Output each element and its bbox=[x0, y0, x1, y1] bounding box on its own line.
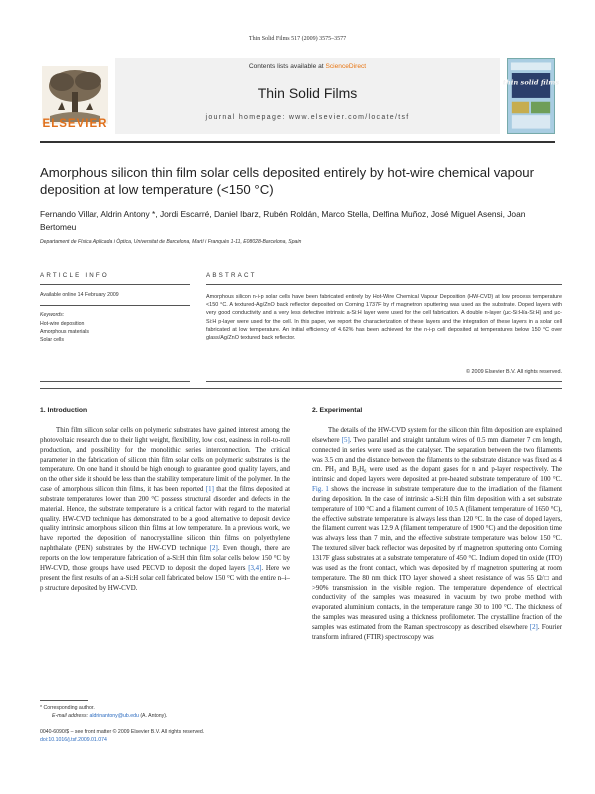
corresponding-author-note: * Corresponding author. bbox=[40, 705, 95, 711]
contents-available-line bbox=[115, 63, 500, 70]
section-heading-introduction: 1. Introduction bbox=[40, 407, 88, 414]
author-affiliation: Departament de Física Aplicada i Òptica, Universitat de Barcelona, Martí i Franquès 1-11, E08028-Barcelona, Spain bbox=[40, 239, 302, 245]
body-text-run: The details of the HW-CVD system for the silicon thin film deposition are explained elsewhere bbox=[312, 427, 562, 444]
divider bbox=[206, 381, 562, 382]
figure-link[interactable]: Fig. 1 bbox=[312, 486, 329, 494]
issn-line: 0040-6090/$ – see front matter © 2009 Elsevier B.V. All rights reserved. bbox=[40, 729, 205, 735]
body-text-run: . Fourier transform infrared (FTIR) spectroscopy was bbox=[312, 623, 562, 641]
journal-citation-line: Thin Solid Films 517 (2009) 3575–3577 bbox=[248, 36, 347, 42]
publisher-logo-text: ELSEVIER bbox=[42, 118, 108, 130]
keyword-item: Solar cells bbox=[40, 337, 64, 343]
body-text-run: . Here we present the first results of an a-Si:H solar cell fabricated below 150 °C with the entire n–i–p structure deposited by HW-CVD. bbox=[40, 564, 290, 592]
divider bbox=[40, 305, 190, 306]
author-list: Fernando Villar, Aldrin Antony *, Jordi Escarré, Daniel Ibarz, Rubén Roldán, Marco Stella, Delfina Muñoz, José Miguel Asensi, Joan Bertomeu bbox=[40, 209, 526, 232]
header-divider bbox=[40, 141, 555, 143]
body-text-run: . Two parallel and straight tantalum wires of 0.5 mm diameter 7 cm length, connected in series were used as the catalyser. The separation between the two filaments was 3.5 cm and the distance between the filaments to the substrate distance was fixed as 4 cm. PH₃ and B₂H₆ were used as the dopant gases for n and p-layer respectively. The intrinsic and doped layers were deposited at pre-heated substrate temperature of 100 °C. bbox=[312, 436, 562, 484]
keyword-item: Hot-wire deposition bbox=[40, 321, 85, 327]
front-matter-divider bbox=[40, 388, 562, 389]
body-text-run: . Even though, there are reports on the low temperature fabrication of a-Si:H thin film solar cells below 150 °C by HW-CVD, those groups have used PECVD to deposit the doped layers bbox=[40, 545, 290, 572]
email-label: E-mail address: bbox=[52, 713, 90, 719]
divider bbox=[206, 284, 562, 285]
author-email-link[interactable]: aldrinantony@ub.edu bbox=[89, 713, 139, 719]
divider bbox=[40, 284, 190, 285]
citation-link[interactable]: [3,4] bbox=[248, 564, 262, 572]
doi-link[interactable]: doi:10.1016/j.tsf.2009.01.074 bbox=[40, 737, 107, 743]
citation-link[interactable]: [2] bbox=[209, 545, 218, 553]
article-title: Amorphous silicon thin film solar cells deposited entirely by hot-wire chemical vapour deposition at low temperature (<150 °C) bbox=[40, 165, 535, 197]
available-online-date: Available online 14 February 2009 bbox=[40, 292, 119, 298]
footnote-divider bbox=[40, 700, 88, 701]
journal-title: Thin Solid Films bbox=[257, 85, 358, 101]
journal-homepage-link[interactable]: journal homepage: www.elsevier.com/locate/tsf bbox=[205, 114, 410, 121]
sciencedirect-link[interactable]: ScienceDirect bbox=[325, 63, 367, 70]
citation-link[interactable]: [2] bbox=[529, 623, 538, 631]
citation-link[interactable]: [5] bbox=[341, 436, 350, 444]
abstract-body: Amorphous silicon n-i-p solar cells have been fabricated entirely by Hot-Wire Chemical Vapour Deposition (HW-CVD) at low process temperature <150 °C. A textured-Ag/ZnO back reflector deposited on Corning 1737F by rf magnetron sputtering was used as the substrate. Doped layers with very good conductivity and a very less defective intrinsic a-Si:H layer were used for the cell fabrication. A double n-layer (µc-Si:H/a-Si:H) and µc-Si:H p-layer were used for the cell. In this paper, we report the characterization of these layers and the integration of these layers in a solar cell fabricated at low temperature. An initial efficiency of 4.62% has been achieved for the n-i-p cell deposited at temperatures below 150 °C over glass/Ag/ZnO textured back reflector. bbox=[206, 294, 562, 342]
article-info-heading: ARTICLE INFO bbox=[40, 272, 109, 279]
cover-title-text: thin solid films bbox=[502, 78, 560, 87]
body-text-run: that the films deposited at substrate temperatures lower than 200 °C possess structural disorder and defects in the material. Hence, the substrate temperature is a critical factor with regard to the material quality. HW-CVD technique has demonstrated to be a good alternative to deposit device quality intrinsic amorphous silicon thin films at low temperature. In a previous work, we have reported the deposition of nanocrystalline silicon thin films on polyethylene naphthalate (PEN) substrates by the HW-CVD technique bbox=[40, 486, 290, 553]
abstract-heading: ABSTRACT bbox=[206, 272, 257, 279]
keyword-item: Amorphous materials bbox=[40, 329, 90, 335]
contents-prefix: Contents lists available at bbox=[248, 63, 326, 70]
citation-link[interactable]: [1] bbox=[205, 486, 214, 494]
introduction-body bbox=[40, 426, 290, 593]
experimental-body bbox=[312, 426, 562, 643]
body-text-run: shows the increase in substrate temperature due to the irradiation of the filament during deposition. In the case of intrinsic a-Si:H thin film deposition with a set substrate temperature of 100 °C and a filament current of 10.5 A (filament temperature of 1650 °C), the effective substrate temperature is always less than 120 °C. In the case of doped layers, the filament current was 12.9 A (filament temperature of 1900 °C) and the deposition time was always less than 7 min, and the effective substrate temperature was below 150 °C. The textured silver back reflector was deposited by rf magnetron sputtering onto Corning 1317F glass substrates at a substrate temperature of 450 °C. Indium doped tin oxide (ITO) was used as the front contact, which was deposited by rf magnetron sputtering at room temperature. The 80 nm thick ITO layer showed a sheet resistance of was 55 Ω/□ and >90% transmission in the visible region. The temperature dependence of electrical conductivity of the samples was measured in vacuum by two probe method with evaporated aluminium contacts, in the temperature range 30 to 100 °C. The thickness of the samples was measured using a thickness profilometer. The crystalline fraction of the samples was estimated from the Raman spectroscopy as described elsewhere bbox=[312, 486, 562, 631]
body-text-run: Thin film silicon solar cells on polymeric substrates have gained interest among the photovoltaic research due to their light weight, flexibility, low cost, easiness in roll-to-roll production, and possibility for the monolithic series interconnection. The critical parameter in the fabrication of silicon thin film solar cells on polymeric substrates is the temperature. On one hand it should be high enough to guarantee good quality layers, and on the other side it should be less than the stability temperature limit of the polymer. In the case of amorphous silicon thin films, it has been reported bbox=[40, 427, 290, 494]
journal-cover-thumbnail bbox=[502, 58, 560, 134]
abstract-copyright: © 2009 Elsevier B.V. All rights reserved. bbox=[466, 369, 562, 375]
section-heading-experimental: 2. Experimental bbox=[312, 407, 363, 414]
divider bbox=[40, 381, 190, 382]
keywords-label: Keywords: bbox=[40, 312, 65, 318]
email-suffix: (A. Antony). bbox=[138, 713, 168, 719]
author-email-line bbox=[52, 713, 167, 719]
keywords-list bbox=[40, 320, 89, 344]
